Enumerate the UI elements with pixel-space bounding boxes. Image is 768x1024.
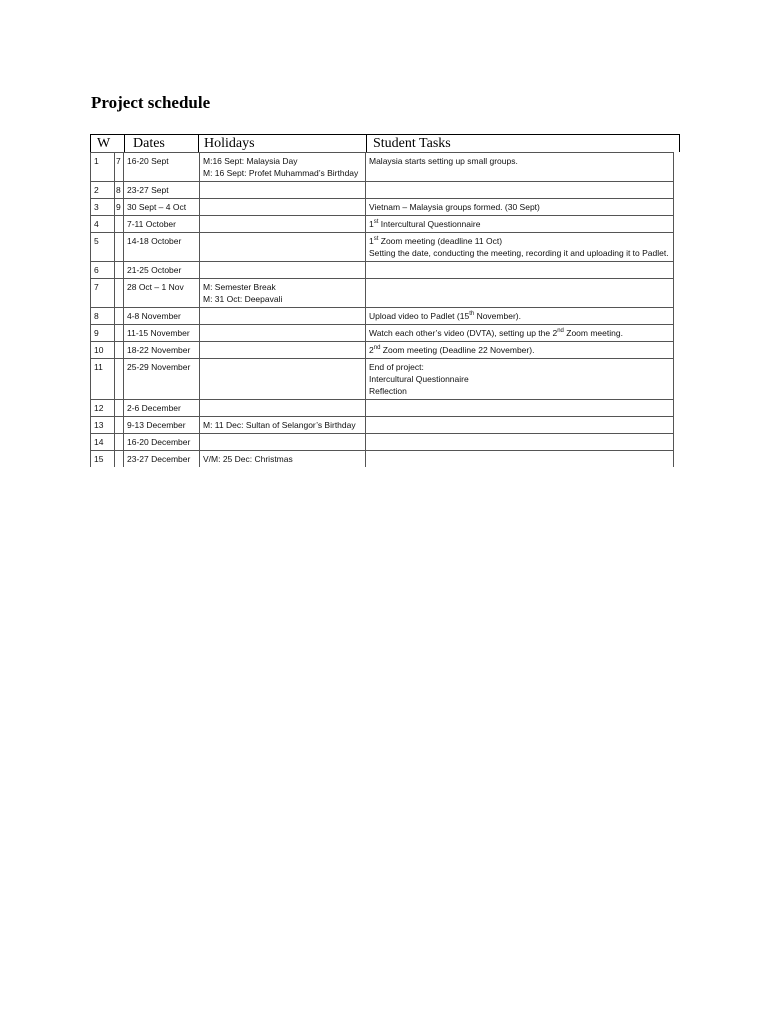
task-text: Zoom meeting (deadline 11 Oct) (378, 236, 503, 246)
holidays-cell (200, 451, 366, 468)
holidays-cell (200, 233, 366, 262)
dates-cell: 23-27 December (124, 451, 200, 468)
task-line (369, 235, 670, 247)
sub-week-cell (115, 400, 124, 417)
holidays-cell (200, 400, 366, 417)
sub-week-cell (115, 216, 124, 233)
task-text: November). (474, 311, 521, 321)
holiday-line: M: 16 Sept: Profet Muhammad’s Birthday (203, 168, 359, 178)
week-cell: 6 (91, 262, 115, 279)
dates-cell: 11-15 November (124, 325, 200, 342)
week-cell: 4 (91, 216, 115, 233)
student-tasks-cell (366, 359, 674, 400)
table-row (91, 233, 674, 262)
header-dates: Dates (133, 136, 165, 151)
student-tasks-cell (366, 451, 674, 468)
sub-week-cell (115, 233, 124, 262)
dates-cell: 4-8 November (124, 308, 200, 325)
sub-week-cell (115, 451, 124, 468)
ordinal-suffix: th (469, 311, 475, 318)
table-row (91, 279, 674, 308)
ordinal-suffix: nd (557, 328, 564, 335)
sub-week-cell (115, 308, 124, 325)
task-line: Malaysia starts setting up small groups. (369, 156, 518, 166)
task-line (369, 218, 670, 230)
task-line (369, 310, 670, 322)
task-text: 1 (369, 219, 374, 229)
page-title: Project schedule (91, 93, 211, 112)
student-tasks-cell (366, 279, 674, 308)
task-text: Zoom meeting (Deadline 22 November). (380, 345, 535, 355)
sub-week-cell (115, 279, 124, 308)
student-tasks-cell (366, 400, 674, 417)
holidays-cell (200, 279, 366, 308)
table-row (91, 359, 674, 400)
sub-week-cell: 9 (115, 199, 124, 216)
table-row (91, 400, 674, 417)
sub-week-cell: 7 (115, 153, 124, 182)
week-cell: 13 (91, 417, 115, 434)
week-cell: 1 (91, 153, 115, 182)
holidays-cell (200, 182, 366, 199)
task-text: 1 (369, 236, 374, 246)
dates-cell: 16-20 December (124, 434, 200, 451)
header-divider (124, 135, 125, 152)
week-cell: 3 (91, 199, 115, 216)
student-tasks-cell (366, 216, 674, 233)
holidays-cell (200, 216, 366, 233)
task-text: Intercultural Questionnaire (378, 219, 481, 229)
dates-cell: 14-18 October (124, 233, 200, 262)
dates-cell: 16-20 Sept (124, 153, 200, 182)
sub-week-cell (115, 262, 124, 279)
table-row (91, 434, 674, 451)
student-tasks-cell (366, 199, 674, 216)
sub-week-cell (115, 359, 124, 400)
week-cell: 11 (91, 359, 115, 400)
table-row (91, 199, 674, 216)
holidays-cell (200, 262, 366, 279)
holidays-cell (200, 434, 366, 451)
header-student-tasks: Student Tasks (373, 136, 451, 151)
table-header (90, 134, 680, 152)
sub-week-cell (115, 342, 124, 359)
dates-cell: 2-6 December (124, 400, 200, 417)
dates-cell: 7-11 October (124, 216, 200, 233)
week-cell: 8 (91, 308, 115, 325)
task-line (369, 327, 670, 339)
table-row (91, 308, 674, 325)
table-row (91, 216, 674, 233)
holiday-line: M: 31 Oct: Deepavali (203, 294, 283, 304)
sub-week-cell: 8 (115, 182, 124, 199)
holidays-cell (200, 359, 366, 400)
table-row (91, 325, 674, 342)
dates-cell: 30 Sept – 4 Oct (124, 199, 200, 216)
header-week: W (97, 136, 111, 151)
holiday-line: V/M: 25 Dec: Christmas (203, 454, 293, 464)
holidays-cell (200, 199, 366, 216)
dates-cell: 25-29 November (124, 359, 200, 400)
sub-week-cell (115, 434, 124, 451)
table-row (91, 262, 674, 279)
task-line: End of project: (369, 362, 424, 372)
student-tasks-cell (366, 325, 674, 342)
task-line (369, 344, 670, 356)
table-row (91, 182, 674, 199)
holidays-cell (200, 325, 366, 342)
task-text: Upload video to Padlet (15 (369, 311, 470, 321)
week-cell: 9 (91, 325, 115, 342)
holiday-line: M:16 Sept: Malaysia Day (203, 156, 298, 166)
student-tasks-cell (366, 417, 674, 434)
sub-week-cell (115, 325, 124, 342)
task-line: Reflection (369, 386, 407, 396)
task-line: Vietnam – Malaysia groups formed. (30 Sept) (369, 202, 540, 212)
week-cell: 5 (91, 233, 115, 262)
dates-cell: 28 Oct – 1 Nov (124, 279, 200, 308)
task-line: Intercultural Questionnaire (369, 374, 469, 384)
ordinal-suffix: nd (373, 345, 381, 352)
student-tasks-cell (366, 153, 674, 182)
holiday-line: M: Semester Break (203, 282, 276, 292)
week-cell: 2 (91, 182, 115, 199)
student-tasks-cell (366, 233, 674, 262)
holidays-cell (200, 417, 366, 434)
task-text: Watch each other’s video (DVTA), setting up the 2 (369, 328, 558, 338)
table-row (91, 417, 674, 434)
week-cell: 14 (91, 434, 115, 451)
week-cell: 10 (91, 342, 115, 359)
student-tasks-cell (366, 434, 674, 451)
student-tasks-cell (366, 182, 674, 199)
ordinal-suffix: st (373, 219, 379, 226)
table-row (91, 153, 674, 182)
task-text: 2 (369, 345, 374, 355)
week-cell: 12 (91, 400, 115, 417)
header-holidays: Holidays (204, 136, 255, 151)
holiday-line: M: 11 Dec: Sultan of Selangor’s Birthday (203, 420, 356, 430)
week-cell: 15 (91, 451, 115, 468)
task-line: Setting the date, conducting the meeting, recording it and uploading it to Padlet. (369, 248, 669, 258)
ordinal-suffix: st (373, 236, 379, 243)
student-tasks-cell (366, 308, 674, 325)
dates-cell: 9-13 December (124, 417, 200, 434)
dates-cell: 21-25 October (124, 262, 200, 279)
student-tasks-cell (366, 342, 674, 359)
task-text: Zoom meeting. (563, 328, 623, 338)
table-row (91, 451, 674, 468)
header-divider (366, 135, 367, 152)
sub-week-cell (115, 417, 124, 434)
table-row (91, 342, 674, 359)
dates-cell: 23-27 Sept (124, 182, 200, 199)
holidays-cell (200, 153, 366, 182)
dates-cell: 18-22 November (124, 342, 200, 359)
header-divider (198, 135, 199, 152)
holidays-cell (200, 342, 366, 359)
schedule-table (90, 152, 674, 467)
student-tasks-cell (366, 262, 674, 279)
holidays-cell (200, 308, 366, 325)
week-cell: 7 (91, 279, 115, 308)
